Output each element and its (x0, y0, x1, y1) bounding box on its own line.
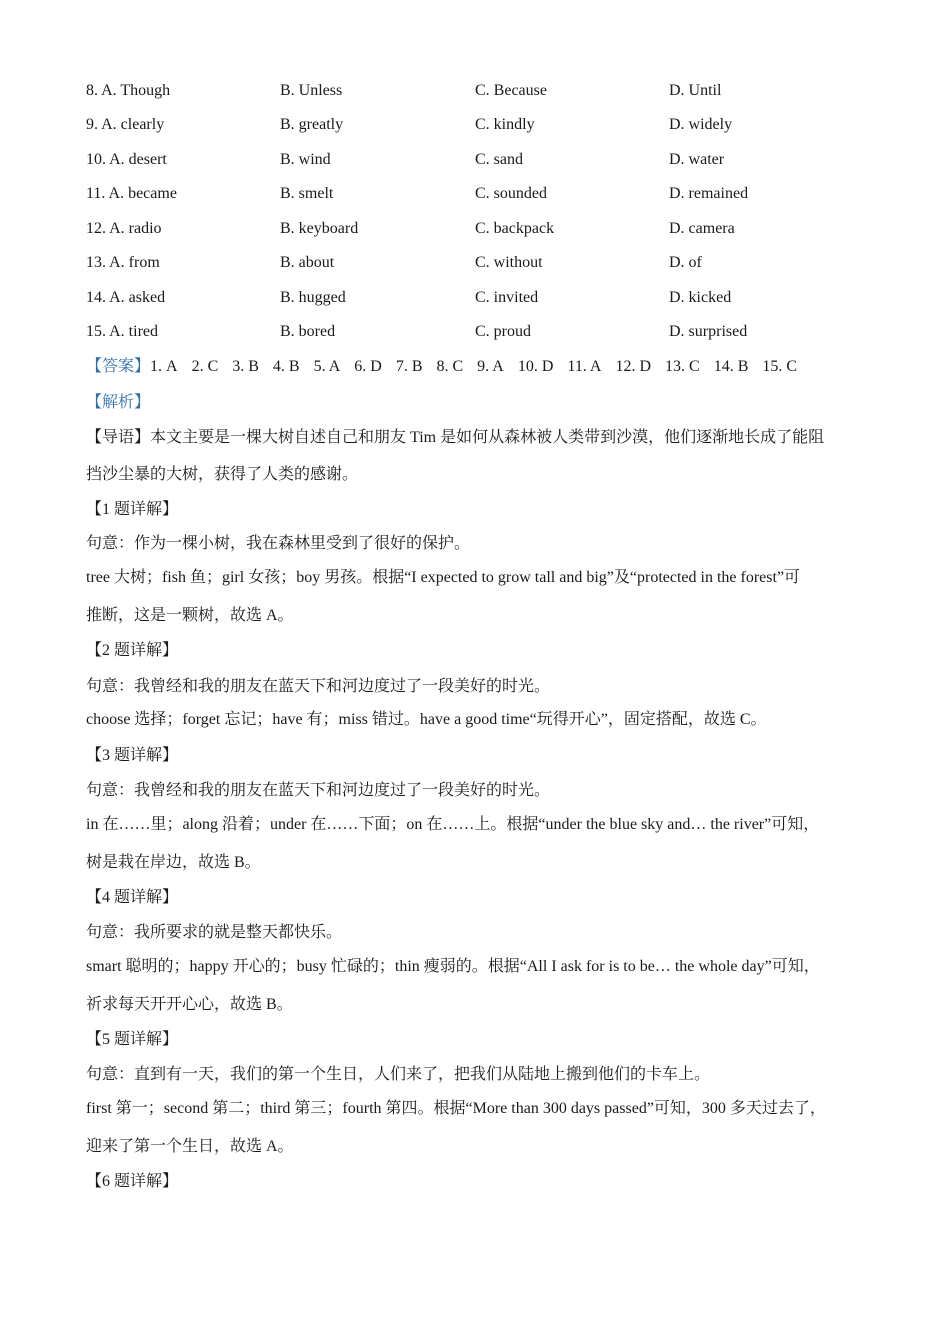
option-c: C. proud (475, 323, 531, 340)
option-c: C. invited (475, 289, 539, 306)
answer-item: 8. C (436, 358, 464, 375)
detail-heading: 【4 题详解】 (86, 889, 179, 906)
detail-explanation: 树是栽在岸边，故选 B。 (86, 854, 261, 871)
detail-heading: 【3 题详解】 (86, 747, 179, 764)
option-c: C. sand (475, 151, 523, 168)
detail-explanation: smart 聪明的；happy 开心的；busy 忙碌的；thin 瘦弱的。根据“All I ask for is to be… the whole day”可知， (86, 958, 820, 975)
detail-heading: 【1 题详解】 (86, 501, 179, 518)
option-a: 10. A. desert (86, 151, 167, 168)
question-options-row (86, 113, 886, 137)
detail-sentence: 句意：作为一棵小树，我在森林里受到了很好的保护。 (86, 535, 471, 552)
question-options-row (86, 251, 886, 275)
option-b: B. greatly (280, 116, 344, 133)
option-c: C. backpack (475, 220, 555, 237)
option-a: 12. A. radio (86, 220, 162, 237)
option-c: C. sounded (475, 185, 547, 202)
answer-item: 15. C (762, 358, 798, 375)
detail-heading: 【5 题详解】 (86, 1031, 179, 1048)
option-c: C. kindly (475, 116, 535, 133)
intro-paragraph-line: 【导语】本文主要是一棵大树自述自己和朋友 Tim 是如何从森林被人类带到沙漠，他们逐渐地长成了能阻 (86, 429, 825, 446)
answer-item: 6. D (354, 358, 382, 375)
option-d: D. of (669, 254, 702, 271)
answer-item: 10. D (517, 358, 554, 375)
option-d: D. surprised (669, 323, 748, 340)
detail-heading: 【2 题详解】 (86, 642, 179, 659)
option-a: 14. A. asked (86, 289, 166, 306)
question-options-row (86, 217, 886, 241)
option-c: C. without (475, 254, 543, 271)
option-d: D. camera (669, 220, 735, 237)
question-options-row (86, 182, 886, 206)
detail-sentence: 句意：我曾经和我的朋友在蓝天下和河边度过了一段美好的时光。 (86, 782, 551, 799)
answer-item: 12. D (615, 358, 652, 375)
answer-item: 7. B (395, 358, 423, 375)
detail-sentence: 句意：我所要求的就是整天都快乐。 (86, 924, 343, 941)
detail-explanation: first 第一；second 第二；third 第三；fourth 第四。根据“More than 300 days passed”可知，300 多天过去了， (86, 1100, 826, 1117)
option-c: C. Because (475, 82, 547, 99)
detail-explanation: 祈求每天开开心心，故选 B。 (86, 996, 293, 1013)
question-options-row (86, 79, 886, 103)
answer-item: 13. C (665, 358, 700, 375)
detail-explanation: in 在……里；along 沿着；under 在……下面；on 在……上。根据“under the blue sky and… the river”可知， (86, 816, 820, 833)
answer-item: 3. B (232, 358, 259, 375)
answer-item: 14. B (713, 358, 749, 375)
detail-explanation: choose 选择；forget 忘记；have 有；miss 错过。have a good time“玩得开心”，固定搭配，故选 C。 (86, 711, 767, 728)
option-d: D. kicked (669, 289, 732, 306)
option-a: 9. A. clearly (86, 116, 165, 133)
question-options-row (86, 320, 886, 344)
answer-item: 1. A (150, 358, 178, 375)
option-b: B. about (280, 254, 335, 271)
detail-explanation: 迎来了第一个生日，故选 A。 (86, 1138, 294, 1155)
question-options-row (86, 148, 886, 172)
option-a: 13. A. from (86, 254, 160, 271)
answer-item: 5. A (313, 358, 341, 375)
option-a: 8. A. Though (86, 82, 171, 99)
option-b: B. bored (280, 323, 336, 340)
option-b: B. Unless (280, 82, 343, 99)
option-a: 11. A. became (86, 185, 177, 202)
answer-items (150, 358, 797, 375)
intro-paragraph-line: 挡沙尘暴的大树，获得了人类的感谢。 (86, 466, 359, 483)
answer-item: 2. C (191, 358, 219, 375)
option-d: D. widely (669, 116, 733, 133)
option-d: D. remained (669, 185, 749, 202)
answer-item: 11. A (567, 358, 602, 375)
answer-label: 【答案】 (86, 358, 151, 375)
answer-item: 9. A (477, 358, 504, 375)
option-a: 15. A. tired (86, 323, 158, 340)
analysis-label: 【解析】 (86, 394, 151, 411)
option-d: D. Until (669, 82, 722, 99)
question-options-row (86, 286, 886, 310)
answer-item: 4. B (272, 358, 300, 375)
option-b: B. hugged (280, 289, 346, 306)
option-d: D. water (669, 151, 725, 168)
option-b: B. wind (280, 151, 331, 168)
option-b: B. smelt (280, 185, 334, 202)
detail-explanation: 推断，这是一颗树，故选 A。 (86, 607, 294, 624)
detail-explanation: tree 大树；fish 鱼；girl 女孩；boy 男孩。根据“I expected to grow tall and big”及“protected in the forest”可 (86, 569, 801, 586)
detail-sentence: 句意：我曾经和我的朋友在蓝天下和河边度过了一段美好的时光。 (86, 678, 551, 695)
detail-heading: 【6 题详解】 (86, 1173, 179, 1190)
option-b: B. keyboard (280, 220, 359, 237)
detail-sentence: 句意：直到有一天，我们的第一个生日，人们来了，把我们从陆地上搬到他们的卡车上。 (86, 1066, 711, 1083)
answer-line (86, 355, 866, 379)
